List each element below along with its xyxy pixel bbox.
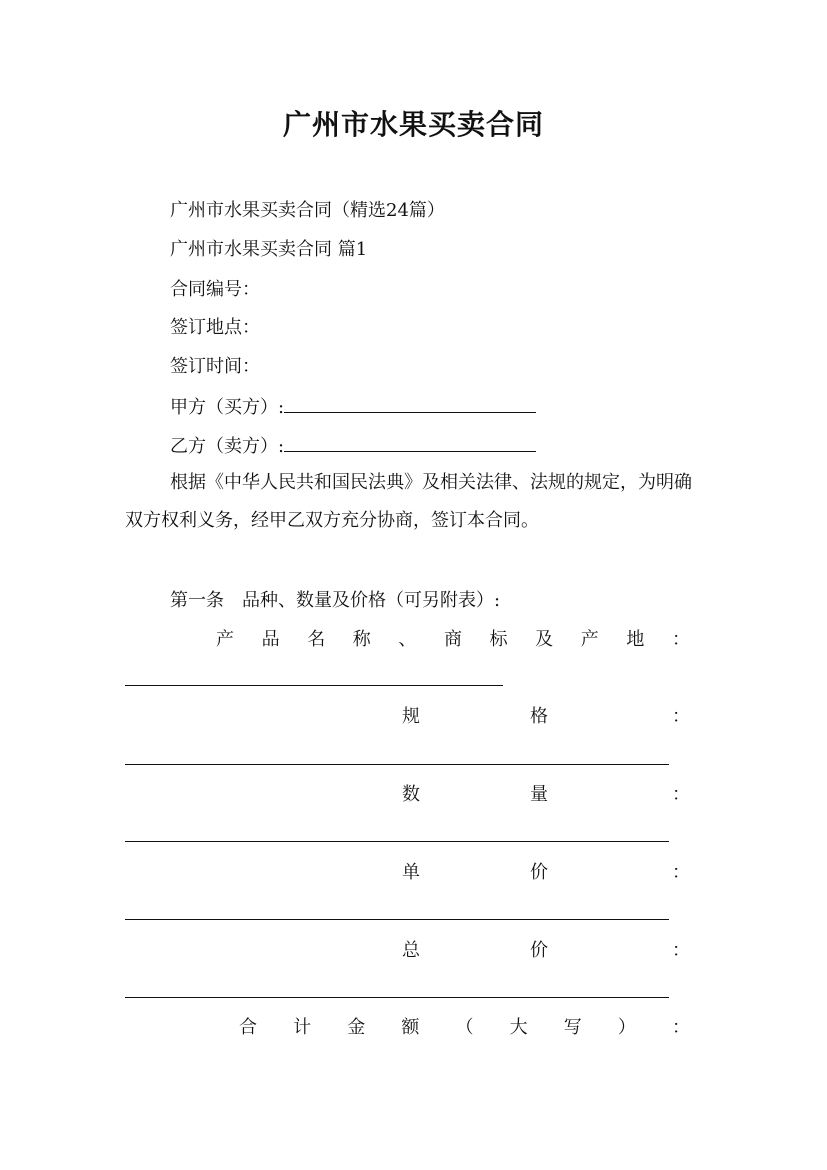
party-b-blank (284, 433, 536, 452)
row-char: 额 (401, 1017, 420, 1038)
total-price-blank (125, 997, 669, 998)
document-title: 广州市水果买卖合同 (282, 108, 544, 141)
row-char: 数 (402, 784, 420, 805)
unit-price-row (402, 861, 690, 885)
preamble-text: 根据《中华人民共和国民法典》及相关法律、法规的规定，为明确双方权利义务，经甲乙双方充分协商，签订本合同。 (125, 472, 692, 531)
total-amount-row (239, 1016, 690, 1040)
row-char: 规 (402, 706, 420, 727)
row-char: ） (617, 1017, 636, 1038)
contract-number-label: 合同编号： (170, 279, 260, 300)
row-char: （ (455, 1017, 474, 1038)
row-char: ： (671, 629, 690, 650)
row-char: 及 (535, 629, 554, 650)
row-char: 名 (307, 629, 326, 650)
row-char: 格 (530, 706, 548, 727)
quantity-row (402, 783, 690, 807)
row-char: 标 (489, 629, 508, 650)
row-char: 地 (626, 629, 645, 650)
quantity-blank (125, 841, 669, 842)
preamble-paragraph (125, 464, 703, 540)
row-char: 量 (530, 784, 548, 805)
row-char: ： (672, 706, 690, 727)
product-name-blank (125, 685, 503, 686)
total-price-row (402, 939, 690, 963)
spec-blank (125, 764, 669, 765)
row-char: 商 (443, 629, 462, 650)
row-char: 产 (216, 629, 234, 650)
row-char: 价 (530, 862, 548, 883)
sign-place-label: 签订地点： (170, 317, 260, 338)
row-char: 金 (347, 1017, 366, 1038)
row-char: 价 (530, 940, 548, 961)
row-char: 单 (402, 862, 420, 883)
article-1-heading: 第一条 品种、数量及价格（可另附表）: (170, 590, 501, 611)
row-char: 合 (239, 1017, 257, 1038)
section-heading: 广州市水果买卖合同 篇1 (170, 239, 368, 260)
row-char: ： (672, 784, 690, 805)
row-char: 品 (261, 629, 280, 650)
subtitle: 广州市水果买卖合同（精选24篇） (170, 200, 445, 221)
row-char: ： (672, 1017, 690, 1038)
party-b-field (170, 433, 536, 459)
party-b-label: 乙方（卖方）: (170, 436, 285, 457)
spec-row (402, 705, 690, 729)
party-a-field (170, 394, 536, 420)
row-char: 、 (398, 629, 417, 650)
unit-price-blank (125, 919, 669, 920)
row-char: 写 (563, 1017, 582, 1038)
row-char: 产 (580, 629, 599, 650)
party-a-blank (284, 394, 536, 413)
row-char: 总 (402, 940, 420, 961)
row-char: ： (672, 862, 690, 883)
product-name-row (216, 628, 690, 652)
row-char: 计 (293, 1017, 312, 1038)
row-char: 大 (509, 1017, 528, 1038)
party-a-label: 甲方（买方）: (170, 397, 285, 418)
row-char: 称 (352, 629, 371, 650)
sign-time-label: 签订时间： (170, 356, 260, 377)
row-char: ： (672, 940, 690, 961)
